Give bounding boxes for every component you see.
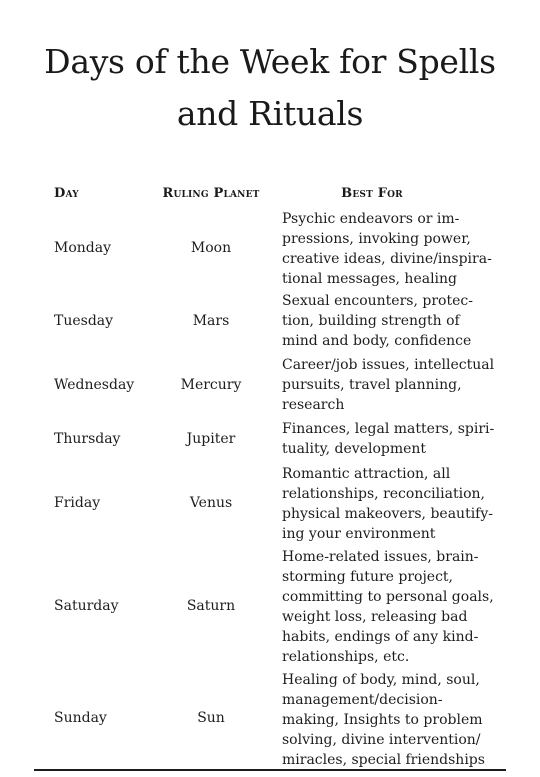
best-for-line: relationships, reconciliation, [282,486,485,502]
best-for-line: management/decision- [282,692,443,708]
best-for-line: Sexual encounters, protec- [282,293,473,309]
best-for-cell [282,547,492,667]
planet-cell: Saturn [186,598,236,614]
day-cell: Thursday [54,431,121,447]
planet-cell: Venus [189,495,233,511]
best-for-cell [282,670,492,770]
planet-cell: Sun [197,710,225,726]
best-for-cell [282,464,492,544]
best-for-line: Finances, legal matters, spiri- [282,421,495,437]
best-for-line: tion, building strength of [282,313,460,329]
best-for-line: Psychic endeavors or im- [282,211,460,227]
day-cell: Friday [54,495,101,511]
column-header-best-for: Best For [341,186,403,201]
best-for-line: pursuits, travel planning, [282,377,462,393]
planet-cell: Jupiter [186,431,236,447]
column-header-ruling-planet: Ruling Planet [162,186,260,201]
best-for-line: miracles, special friendships [282,752,485,768]
best-for-cell [282,209,492,289]
best-for-cell [282,291,492,351]
best-for-line: Home-related issues, brain- [282,549,479,565]
best-for-line: research [282,397,345,413]
planet-cell: Moon [190,240,232,256]
best-for-line: creative ideas, divine/inspira- [282,251,492,267]
best-for-line: ing your environment [282,526,436,542]
bottom-rule [34,769,506,771]
best-for-line: pressions, invoking power, [282,231,471,247]
day-cell: Tuesday [54,313,114,329]
best-for-line: storming future project, [282,569,454,585]
best-for-line: making, Insights to problem [282,712,483,728]
best-for-line: tuality, development [282,441,427,457]
best-for-line: tional messages, healing [282,271,458,287]
day-cell: Monday [54,240,111,256]
best-for-line: Career/job issues, intellectual [282,357,495,373]
title-line-2: and Rituals [176,94,364,133]
best-for-line: physical makeovers, beautify- [282,506,493,522]
best-for-line: solving, divine intervention/ [282,732,481,748]
best-for-line: relationships, etc. [282,649,410,665]
day-cell: Wednesday [54,377,135,393]
page-title [0,36,540,140]
best-for-line: committing to personal goals, [282,589,494,605]
planet-cell: Mercury [180,377,242,393]
day-cell: Sunday [54,710,107,726]
planet-cell: Mars [192,313,230,329]
day-cell: Saturday [54,598,119,614]
best-for-line: weight loss, releasing bad [282,609,468,625]
column-header-day: Day [54,186,79,201]
title-line-1: Days of the Week for Spells [44,42,496,81]
best-for-cell [282,355,495,415]
best-for-line: Healing of body, mind, soul, [282,672,480,688]
best-for-line: Romantic attraction, all [282,466,451,482]
best-for-cell [282,419,495,459]
best-for-line: habits, endings of any kind- [282,629,479,645]
best-for-line: mind and body, confidence [282,333,472,349]
